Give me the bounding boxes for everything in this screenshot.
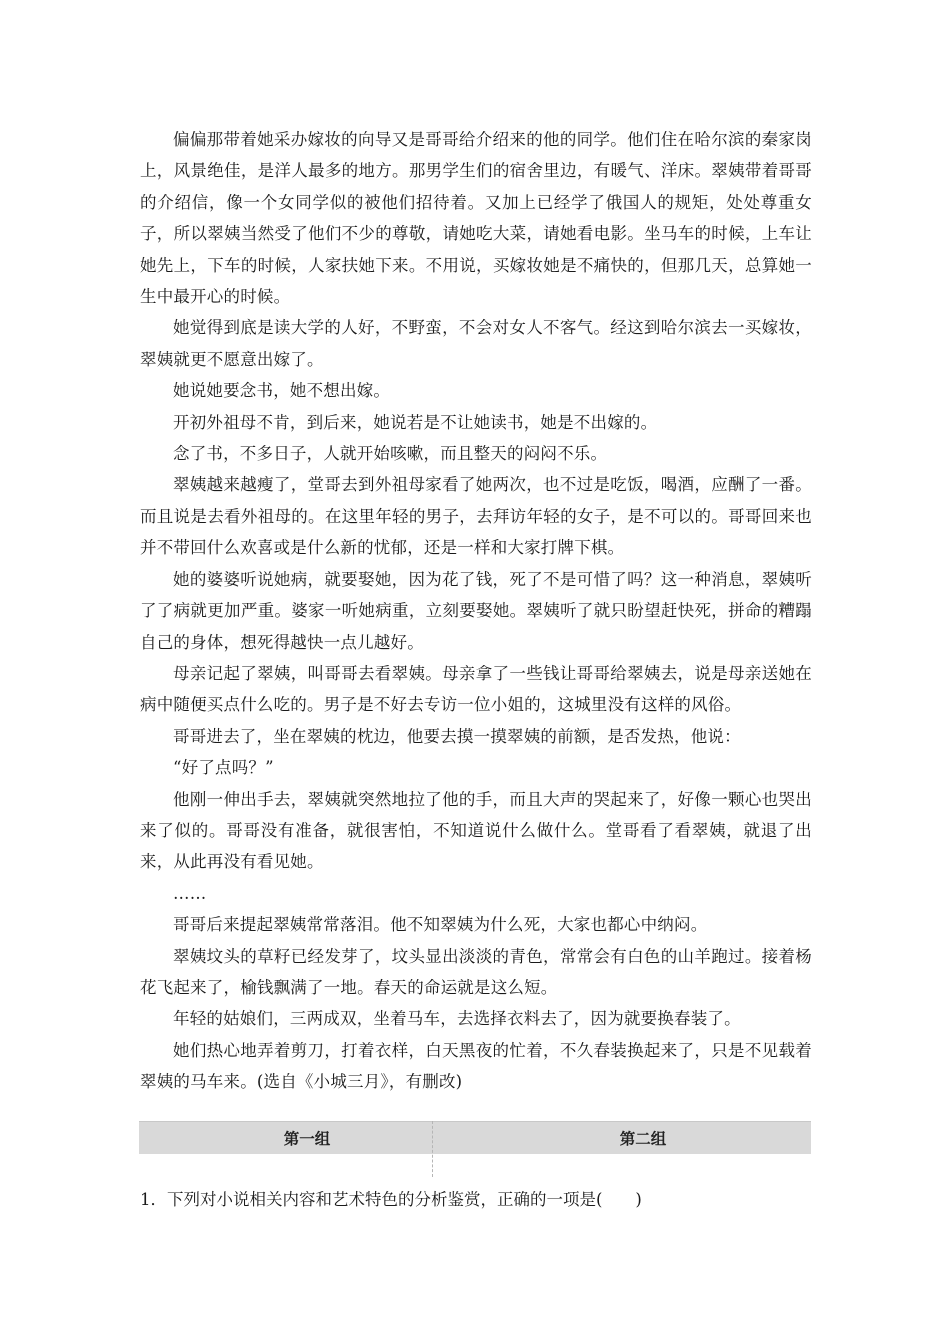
- paragraph: 开初外祖母不肯，到后来，她说若是不让她读书，她是不出嫁的。: [173, 412, 658, 432]
- column-divider: [432, 1121, 433, 1177]
- group-second-header: 第二组: [619, 1130, 667, 1148]
- paragraph: 偏偏那带着她采办嫁妆的向导又是哥哥给介绍来的他的同学。他们住在哈尔滨的秦家岗上，风景绝佳，是洋人最多的地方。那男学生们的宿舍里边，有暖气、洋床。翠姨带着哥哥的介绍信，像一个女同学似的被他们招待着。又加上已经学了俄国人的规矩，处处尊重女子，所以翠姨当然受了他们不少的尊敬，请她吃大菜，请她看电影。坐马车的时候，上车让她先上，下车的时候，人家扶她下来。不用说，买嫁妆她是不痛快的，但那几天，总算她一生中最开心的时候。: [140, 130, 812, 307]
- paragraph: 念了书，不多日子，人就开始咳嗽，而且整天的闷闷不乐。: [173, 444, 608, 464]
- paragraph: 她说她要念书，她不想出嫁。: [173, 381, 391, 401]
- paragraph: 哥哥后来提起翠姨常常落泪。他不知翠姨为什么死，大家也都心中纳闷。: [173, 915, 708, 935]
- paragraph: 哥哥进去了，坐在翠姨的枕边，他要去摸一摸翠姨的前额，是否发热，他说：: [173, 726, 741, 746]
- paragraph: 她觉得到底是读大学的人好，不野蛮，不会对女人不客气。经这到哈尔滨去一买嫁妆，翠姨就更不愿意出嫁了。: [140, 318, 812, 369]
- paragraph: 她的婆婆听说她病，就要娶她，因为花了钱，死了不是可惜了吗？这一种消息，翠姨听了了病就更加严重。婆家一听她病重，立刻要娶她。翠姨听了就只盼望赶快死，拼命的糟蹋自己的身体，想死得越快一点儿越好。: [140, 569, 812, 652]
- dialogue-line: “好了点吗？”: [173, 758, 274, 778]
- question-1: 1．下列对小说相关内容和艺术特色的分析鉴赏，正确的一项是( ): [140, 1190, 642, 1209]
- ellipsis-line: ……: [173, 883, 207, 903]
- paragraph: 翠姨越来越瘦了，堂哥去到外祖母家看了她两次，也不过是吃饭，喝酒，应酬了一番。而且说是去看外祖母的。在这里年轻的男子，去拜访年轻的女子，是不可以的。哥哥回来也并不带回什么欢喜或是什么新的忧郁，还是一样和大家打牌下棋。: [140, 475, 812, 558]
- paragraph: 她们热心地弄着剪刀，打着衣样，白天黑夜的忙着，不久春装换起来了，只是不见载着翠姨的马车来。(选自《小城三月》，有删改): [140, 1040, 812, 1092]
- paragraph: 母亲记起了翠姨，叫哥哥去看翠姨。母亲拿了一些钱让哥哥给翠姨去，说是母亲送她在病中随便买点什么吃的。男子是不好去专访一位小姐的，这城里没有这样的风俗。: [140, 663, 812, 715]
- group-table: [139, 1121, 811, 1177]
- paragraph: 年轻的姑娘们，三两成双，坐着马车，去选择衣料去了，因为就要换春装了。: [173, 1009, 741, 1029]
- group-first-header: 第一组: [283, 1130, 331, 1148]
- group-header-row: [139, 1121, 811, 1154]
- article-body: [140, 124, 812, 1098]
- paragraph: 翠姨坟头的草籽已经发芽了，坟头显出淡淡的青色，常常会有白色的山羊跑过。接着杨花飞起来了，榆钱飘满了一地。春天的命运就是这么短。: [140, 946, 812, 997]
- paragraph: 他刚一伸出手去，翠姨就突然地拉了他的手，而且大声的哭起来了，好像一颗心也哭出来了似的。哥哥没有准备，就很害怕，不知道说什么做什么。堂哥看了看翠姨，就退了出来，从此再没有看见她。: [140, 789, 812, 872]
